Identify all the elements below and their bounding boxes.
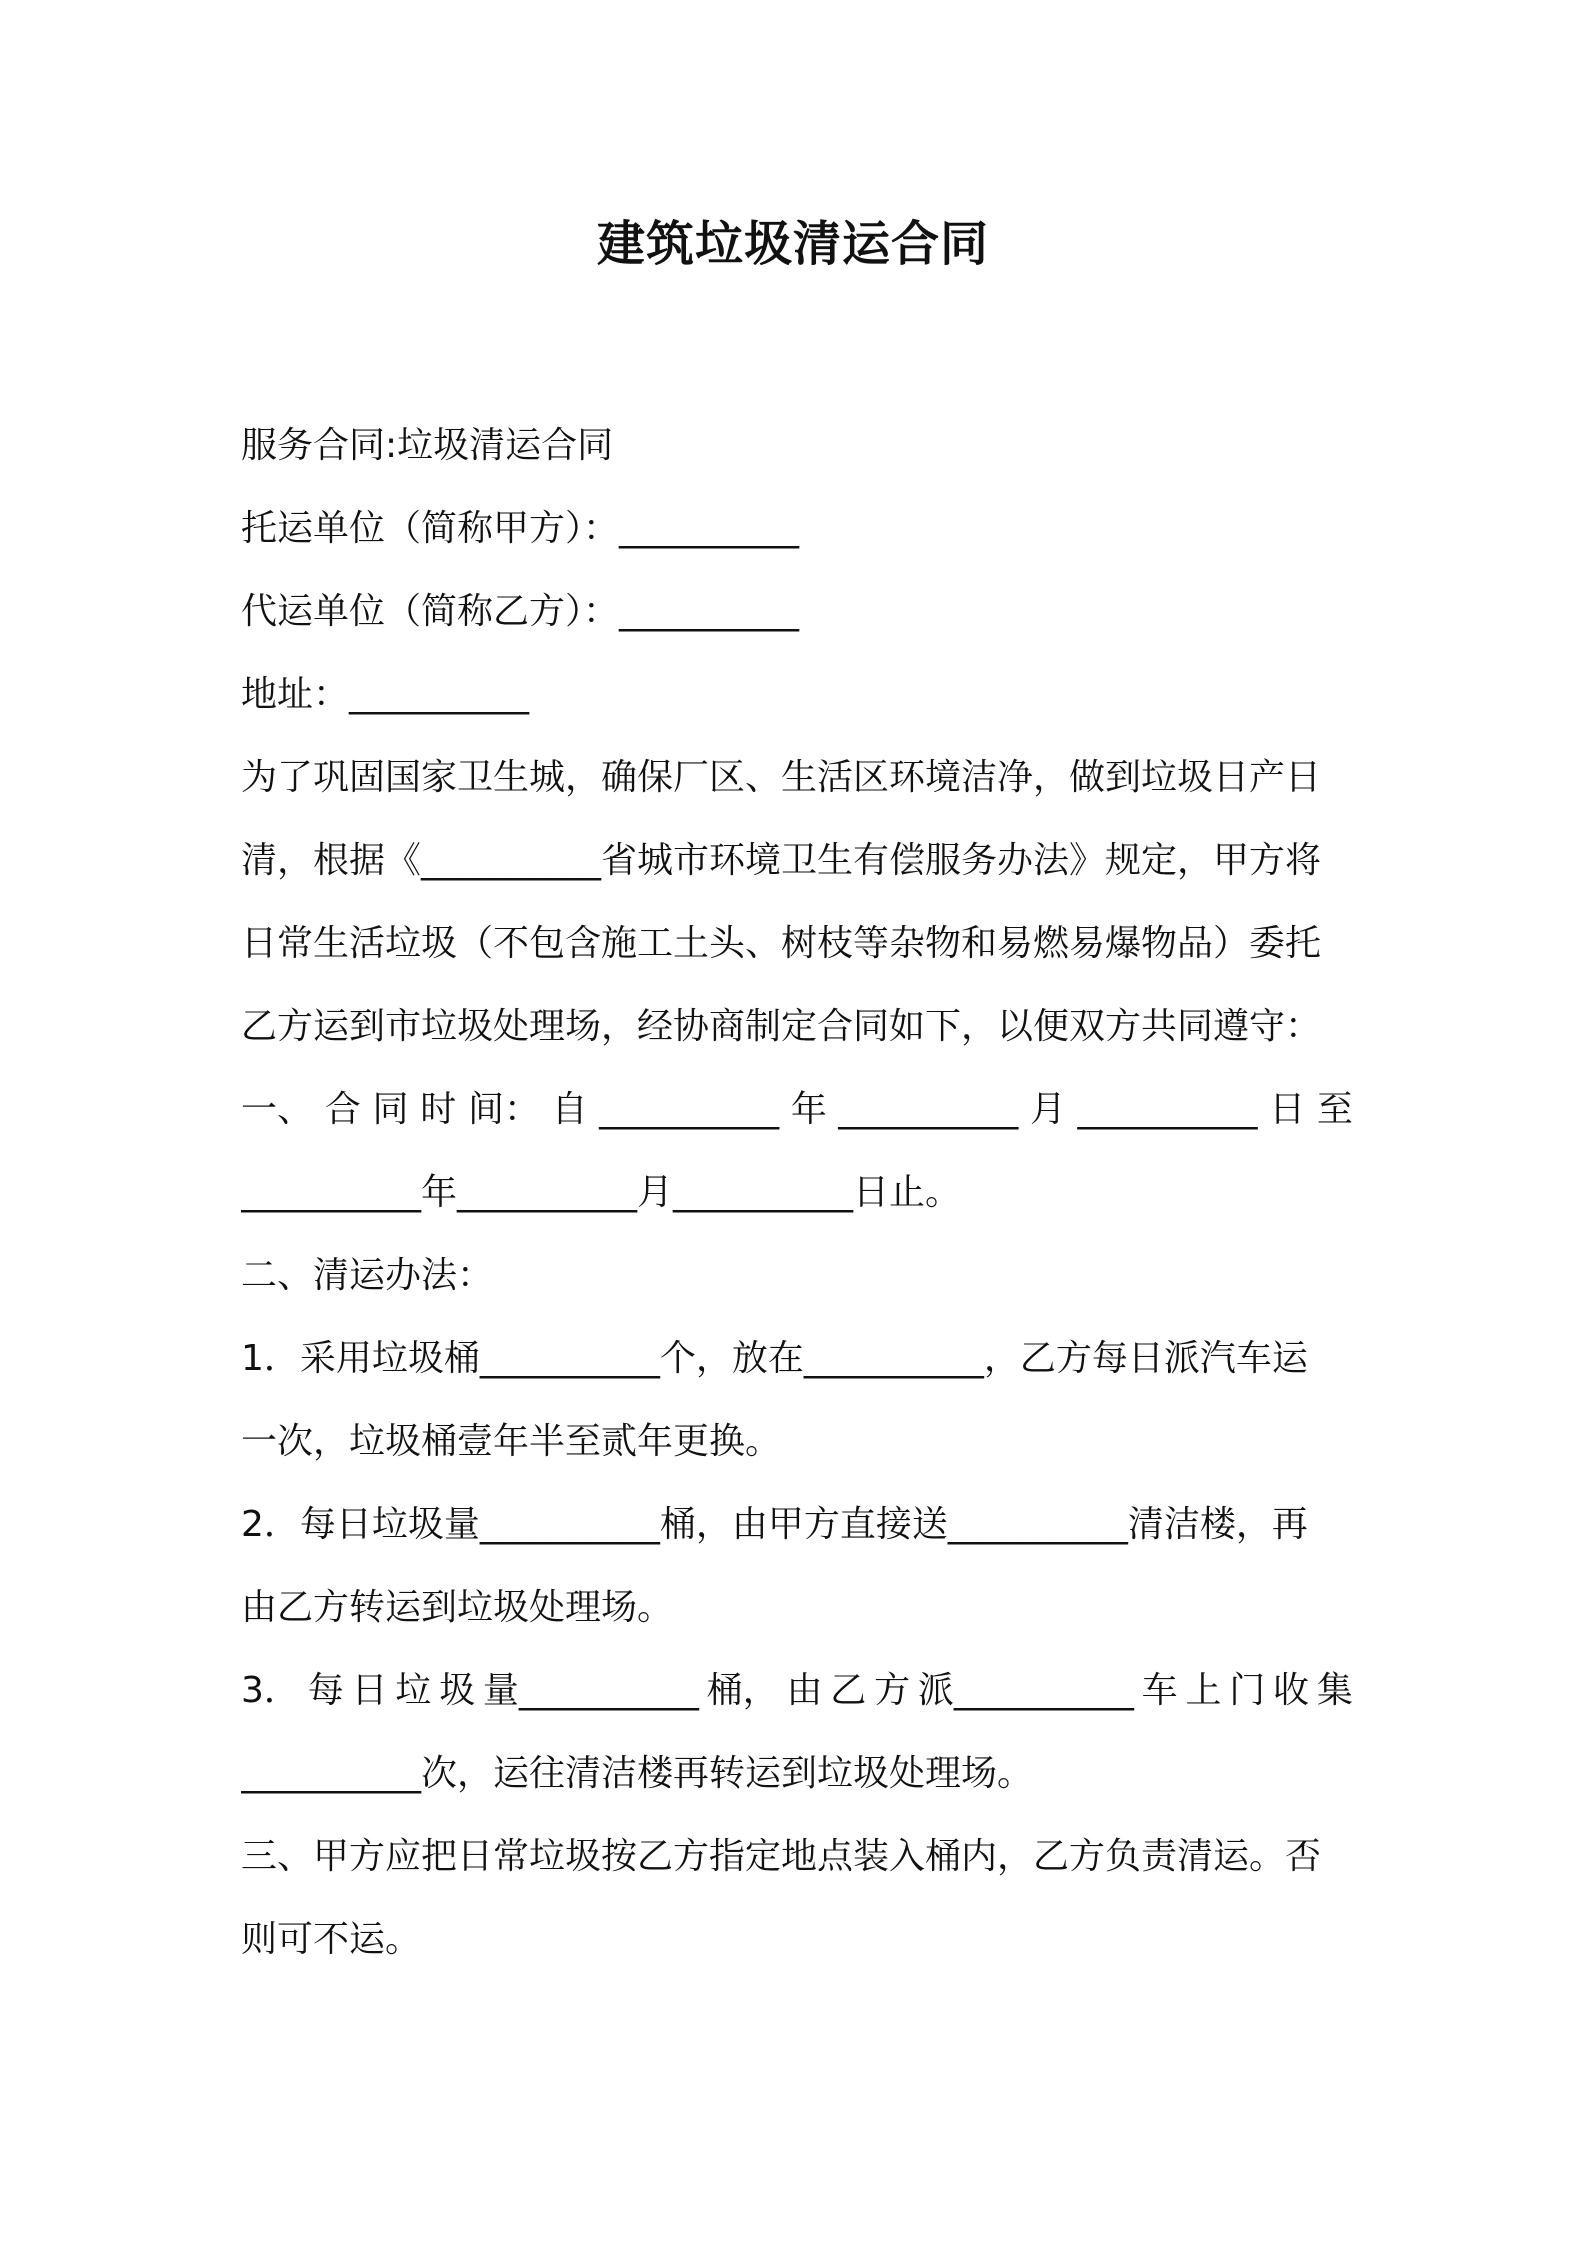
text-segment: 一、 [241,1089,314,1130]
text-line: 一次，垃圾桶壹年半至贰年更换。 [241,1421,782,1462]
text-segment: 每 [307,1670,344,1711]
text-segment: 自 __________ [551,1089,780,1130]
text-line: 日常生活垃圾（不包含施工土头、树枝等杂物和易燃易爆物品）委托 [241,923,1322,964]
text-line: 则可不运。 [241,1919,422,1960]
text-segment: 年 __________ [790,1089,1019,1130]
text-segment: 桶， [706,1670,779,1711]
text-segment: 垃 [395,1670,432,1711]
text-line: 服务合同:垃圾清运合同 [241,425,614,466]
text-segment: 月 __________ [1030,1089,1258,1130]
text-segment: 至 [1316,1089,1353,1130]
text-line: 为了巩固国家卫生城，确保厂区、生活区环境洁净，做到垃圾日产日 [241,757,1322,798]
text-segment: 上 [1185,1670,1222,1711]
text-segment: 量__________ [482,1670,699,1711]
text-line: 由乙方转运到垃圾处理场。 [241,1587,674,1628]
text-line: 代运单位（简称乙方）：__________ [241,591,800,632]
document-body [241,404,1353,1981]
text-segment: 间： [467,1089,540,1130]
text-segment: 日 [351,1670,388,1711]
text-line: 三、甲方应把日常垃圾按乙方指定地点装入桶内，乙方负责清运。否 [241,1836,1322,1877]
text-segment: 乙 [830,1670,867,1711]
text-line-justified [241,1068,1353,1151]
text-segment: 同 [372,1089,409,1130]
text-segment: 集 [1316,1670,1353,1711]
text-segment: 派__________ [917,1670,1134,1711]
text-segment: 圾 [439,1670,476,1711]
text-line: 地址：__________ [241,674,530,715]
document-title: 建筑垃圾清运合同 [596,216,989,272]
text-segment: 合 [324,1089,361,1130]
text-segment: 3． [241,1670,300,1711]
text-segment: 方 [874,1670,911,1711]
text-line-justified [241,1649,1353,1732]
text-segment: 时 [420,1089,457,1130]
text-segment: 车 [1141,1670,1178,1711]
text-line: 托运单位（简称甲方）：__________ [241,508,800,549]
text-line: 2．每日垃圾量__________桶，由甲方直接送__________清洁楼，再 [241,1504,1308,1545]
text-line: 清，根据《__________省城市环境卫生有偿服务办法》规定，甲方将 [241,840,1322,881]
text-line: __________次，运往清洁楼再转运到垃圾处理场。 [241,1753,1034,1794]
text-segment: 收 [1273,1670,1310,1711]
text-line: 乙方运到市垃圾处理场，经协商制定合同如下，以便双方共同遵守： [241,1006,1322,1047]
text-segment: 日 [1269,1089,1306,1130]
text-line: 1．采用垃圾桶__________个，放在__________，乙方每日派汽车运 [241,1338,1308,1379]
text-segment: 由 [786,1670,823,1711]
text-segment: 门 [1229,1670,1266,1711]
text-line: __________年__________月__________日止。 [241,1172,962,1213]
text-line: 二、清运办法： [241,1255,494,1296]
